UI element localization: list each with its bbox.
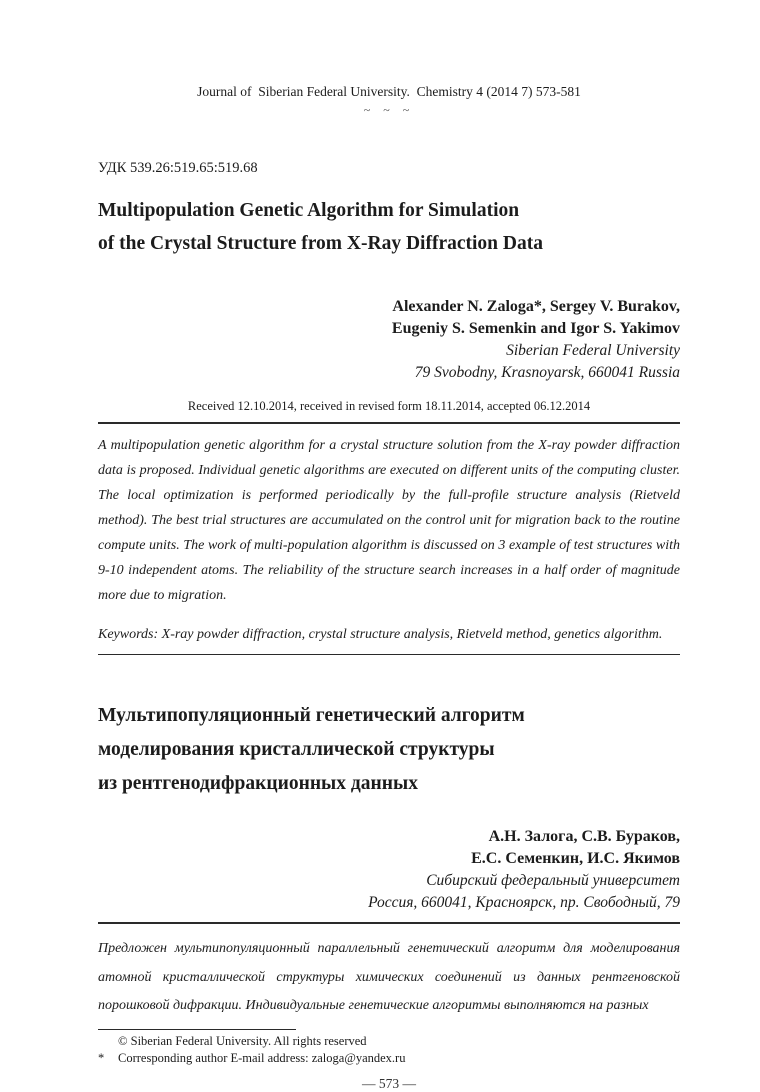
udc-code: УДК 539.26:519.65:519.68 [98,160,258,176]
page-content [98,0,680,1092]
title-en-line-1: Multipopulation Genetic Algorithm for Simulation [98,200,520,221]
authors-en-line-2: Eugeniy S. Semenkin and Igor S. Yakimov [391,320,680,337]
authors-block-russian [98,826,680,914]
authors-block-english [98,296,680,384]
corresponding-author-text: Corresponding author E-mail address: zaloga@yandex.ru [118,1050,406,1065]
title-ru-line-1: Мультипопуляционный генетический алгоритм [98,705,525,726]
authors-ru-line-1: А.Н. Залога, С.В. Бураков, [488,828,680,845]
copyright-line: © Siberian Federal University. All rights reserved [118,1033,367,1048]
asterisk-marker: * [98,1050,105,1065]
affiliation-en-line-2: 79 Svobodny, Krasnoyarsk, 660041 Russia [414,364,680,381]
title-ru-line-2: моделирования кристаллической структуры [98,739,495,760]
title-en-line-2: of the Crystal Structure from X-Ray Diffraction Data [98,233,543,254]
affiliation-ru-line-1: Сибирский федеральный университет [426,872,680,889]
affiliation-ru-line-2: Россия, 660041, Красноярск, пр. Свободный, 79 [368,894,680,911]
authors-ru-line-2: Е.С. Семенкин, И.С. Якимов [471,850,680,867]
page-number: — 573 — [362,1075,416,1091]
article-title-english [98,194,680,260]
journal-header: Journal of Siberian Federal University. Chemistry 4 (2014 7) 573-581 [197,84,581,99]
footnote-block [98,1033,680,1067]
abstract-russian: Предложен мультипопуляционный параллельный генетический алгоритм для моделирования атомной кристаллической структуры химических соединений из данных рентгеновской порошковой дифракции. Индивидуальные генетические алгоритмы выполняются на разных [98,941,680,1013]
keywords-line: Keywords: X-ray powder diffraction, crystal structure analysis, Rietveld method, genetics algorithm. [98,627,663,642]
footnote-divider [98,1029,296,1030]
tilde-separator: ~ ~ ~ [363,103,415,117]
authors-en-line-1: Alexander N. Zaloga*, Sergey V. Burakov, [392,298,680,315]
abstract-english: A multipopulation genetic algorithm for a crystal structure solution from the X-ray powder diffraction data is proposed. Individual genetic algorithms are executed on different units of the computing cluster. The local optimization is performed periodically by the full-profile structure analysis (Rietveld method). The best trial structures are accumulated on the control unit for migration back to the routine compute units. The work of multi-population algorithm is discussed on 3 example of test structures with 9-10 independent atoms. The reliability of the structure search increases in a half order of magnitude more due to migration. [98,438,680,603]
divider-above-russian-abstract [98,922,680,924]
received-dates: Received 12.10.2014, received in revised form 18.11.2014, accepted 06.12.2014 [187,399,591,413]
divider-below-keywords [98,654,680,655]
corresponding-author-line [98,1050,680,1067]
affiliation-en-line-1: Siberian Federal University [506,342,680,359]
title-ru-line-3: из рентгенодифракционных данных [98,773,418,794]
article-title-russian [98,699,680,801]
divider-above-abstract [98,422,680,424]
